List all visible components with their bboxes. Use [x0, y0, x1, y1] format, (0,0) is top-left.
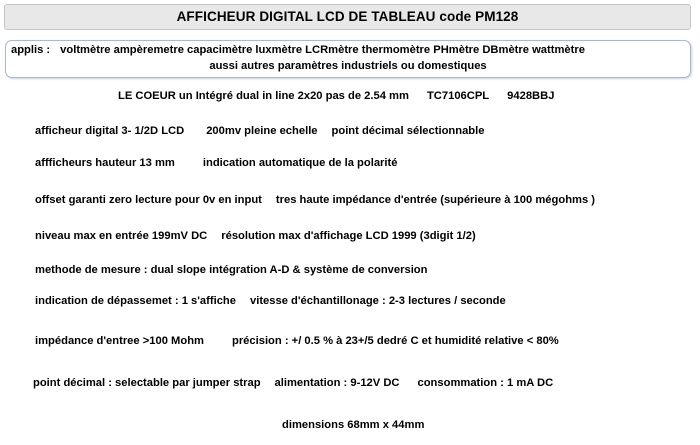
spec-afficheur-point: point décimal sélectionnable — [331, 125, 485, 137]
spec-dimensions: dimensions 68mm x 44mm — [282, 419, 425, 431]
spec-impedance-entree: tres haute impédance d'entrée (supérieure à 100 mégohms ) — [275, 194, 596, 206]
spec-impedance: impédance d'entree >100 Mohm — [35, 335, 204, 347]
spec-depassement: indication de dépassemet : 1 s'affiche — [35, 295, 236, 307]
spec-coeur-ic: LE COEUR un Intégré dual in line 2x20 pas de 2.54 mm — [118, 90, 409, 102]
spec-offset: offset garanti zero lecture pour 0v en input — [35, 194, 262, 206]
spec-niveau-max: niveau max en entrée 199mV DC — [35, 230, 208, 242]
applications-line-1 — [11, 44, 585, 56]
page-title: AFFICHEUR DIGITAL LCD DE TABLEAU code PM128 — [4, 4, 691, 30]
spec-line-point — [33, 377, 553, 389]
applications-line-2: aussi autres paramètres industriels ou domestiques — [209, 60, 487, 72]
spec-line-coeur — [118, 90, 554, 102]
spec-line-dimensions — [282, 419, 424, 431]
applications-box — [5, 40, 691, 78]
spec-resolution: résolution max d'affichage LCD 1999 (3digit 1/2) — [221, 230, 476, 242]
spec-consommation: consommation : 1 mA DC — [417, 377, 554, 389]
spec-hauteur: affficheurs hauteur 13 mm — [35, 157, 175, 169]
spec-line-afficheur — [35, 125, 484, 137]
spec-alimentation: alimentation : 9-12V DC — [274, 377, 400, 389]
spec-afficheur-type: afficheur digital 3- 1/2D LCD — [35, 125, 185, 137]
spec-afficheur-echelle: 200mv pleine echelle — [206, 125, 318, 137]
spec-line-impedance — [35, 335, 559, 347]
spec-vitesse: vitesse d'échantillonage : 2-3 lectures / seconde — [250, 295, 506, 307]
spec-point-decimal: point décimal : selectable par jumper strap — [33, 377, 261, 389]
spec-precision: précision : +/ 0.5 % à 23+/5 dedré C et humidité relative < 80% — [231, 335, 559, 347]
spec-line-niveau — [35, 230, 476, 242]
spec-methode: methode de mesure : dual slope intégration A-D & système de conversion — [35, 264, 428, 276]
applications-list: voltmètre ampèremetre capacimètre luxmètre LCRmètre thermomètre PHmètre DBmètre wattmètre — [60, 44, 585, 56]
applications-label: applis : — [11, 44, 51, 56]
spec-line-offset — [35, 194, 595, 206]
spec-line-depassement — [35, 295, 506, 307]
spec-line-hauteur — [35, 157, 397, 169]
spec-polarite: indication automatique de la polarité — [202, 157, 398, 169]
spec-coeur-batch: 9428BBJ — [507, 90, 555, 102]
spec-coeur-ref: TC7106CPL — [426, 90, 490, 102]
spec-line-methode — [35, 264, 427, 276]
